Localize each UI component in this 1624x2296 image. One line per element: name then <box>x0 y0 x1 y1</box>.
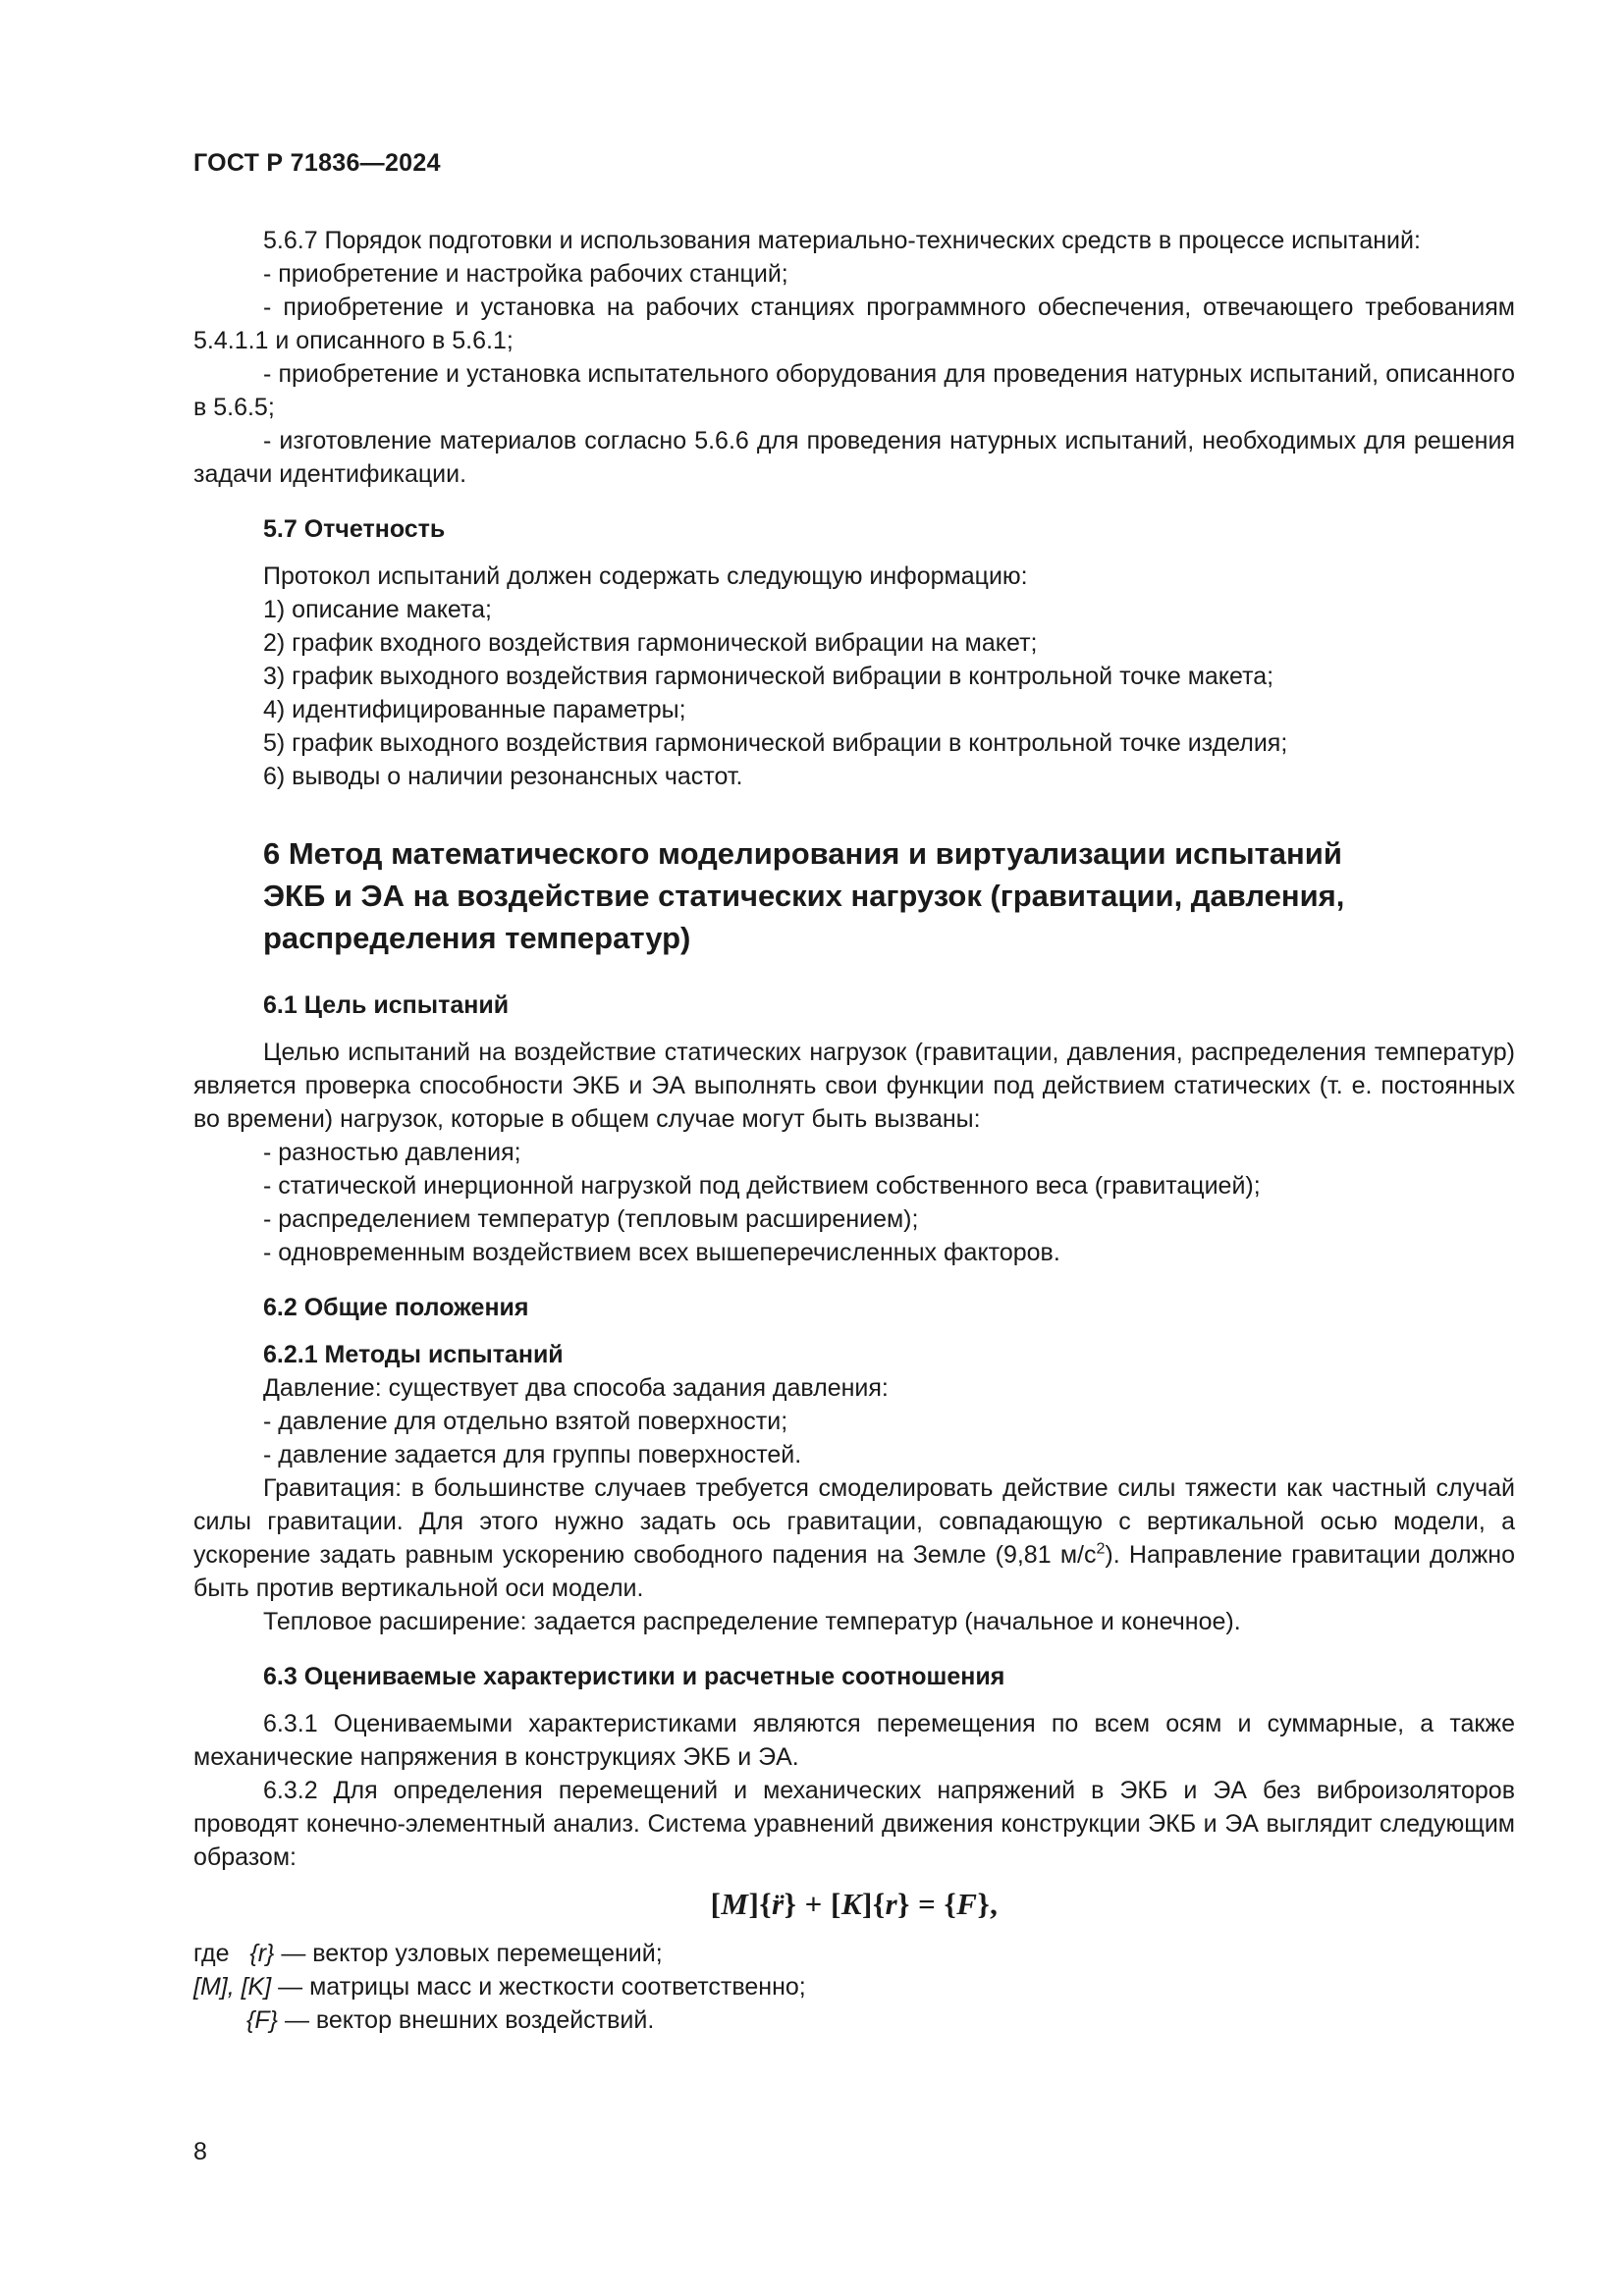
list-item: - приобретение и установка испытательного оборудования для проведения натурных испытаний, описанного в 5.6.5; <box>193 360 1515 421</box>
chapter-heading-line: распределения температур) <box>263 921 691 955</box>
formula-force-symbol: F <box>956 1887 978 1921</box>
gravity-superscript: 2 <box>1096 1540 1106 1558</box>
where-description: — вектор внешних воздействий. <box>284 2006 655 2034</box>
section-heading-6-2: 6.2 Общие положения <box>263 1294 529 1321</box>
list-item: 1) описание макета; <box>263 596 493 623</box>
paragraph-thermal: Тепловое расширение: задается распределение температур (начальное и конечное). <box>263 1608 1241 1635</box>
list-item: - статической инерционной нагрузкой под действием собственного веса (гравитацией); <box>263 1172 1261 1200</box>
chapter-heading-6 <box>193 832 1515 959</box>
section-heading-5-7: 5.7 Отчетность <box>263 515 446 543</box>
list-item: - давление задается для группы поверхностей. <box>263 1441 802 1468</box>
formula-stiffness-symbol: K <box>840 1887 863 1921</box>
where-line <box>193 1970 1515 2003</box>
where-description: — вектор узловых перемещений; <box>281 1940 663 1967</box>
paragraph-5-7-lead: Протокол испытаний должен содержать следующую информацию: <box>263 562 1028 590</box>
chapter-heading-line: 6 Метод математического моделирования и виртуализации испытаний <box>263 836 1342 871</box>
where-symbol: [M], [K] <box>193 1973 272 2001</box>
list-item: - разностью давления; <box>263 1139 521 1166</box>
list-item: 5) график выходного воздействия гармонической вибрации в контрольной точке изделия; <box>263 729 1288 757</box>
where-symbol: {r} <box>249 1940 275 1967</box>
list-item: - распределением температур (тепловым расширением); <box>263 1205 919 1233</box>
document-body <box>193 224 1515 2037</box>
list-item: - давление для отдельно взятой поверхности; <box>263 1408 788 1435</box>
list-item: - изготовление материалов согласно 5.6.6 для проведения натурных испытаний, необходимых для решения задачи идентификации. <box>193 427 1515 488</box>
list-item: 2) график входного воздействия гармонической вибрации на макет; <box>263 629 1038 657</box>
where-label: где <box>193 1940 230 1967</box>
paragraph-gravity <box>193 1471 1515 1605</box>
paragraph-5-6-7: 5.6.7 Порядок подготовки и использования материально-технических средств в процессе испытаний: <box>263 227 1421 254</box>
section-heading-6-3: 6.3 Оцениваемые характеристики и расчетные соотношения <box>263 1663 1005 1690</box>
list-item: - приобретение и установка на рабочих станциях программного обеспечения, отвечающего требованиям 5.4.1.1 и описанного в 5.6.1; <box>193 294 1515 354</box>
list-item: - приобретение и настройка рабочих станций; <box>263 260 788 288</box>
paragraph-pressure: Давление: существует два способа задания давления: <box>263 1374 889 1402</box>
where-description: — матрицы масс и жесткости соответственно; <box>278 1973 806 2001</box>
where-symbol: {F} <box>246 2006 278 2034</box>
list-item: 3) график выходного воздействия гармонической вибрации в контрольной точке макета; <box>263 663 1274 690</box>
subsection-heading-6-2-1: 6.2.1 Методы испытаний <box>263 1341 564 1368</box>
where-line <box>193 1937 1515 1970</box>
gravity-text: Гравитация: в большинстве случаев требуется смоделировать действие силы тяжести как частный случай силы гравитации. Для этого нужно задать ось гравитации, совпадающую с вертикальной осью модели, а ускорение задать равным ускорению свободного падения на Земле (9,81 м/с <box>193 1474 1515 1569</box>
equation-of-motion: [M]{r̈} + [K]{r} = {F}, <box>710 1887 999 1921</box>
formula-acceleration-symbol: r̈ <box>772 1887 785 1921</box>
paragraph-6-3-2: 6.3.2 Для определения перемещений и механических напряжений в ЭКБ и ЭА без виброизоляторов проводят конечно-элементный анализ. Система уравнений движения конструкции ЭКБ и ЭА выглядит следующим образом: <box>193 1777 1515 1871</box>
page-number: 8 <box>193 2138 207 2165</box>
paragraph-6-1: Целью испытаний на воздействие статических нагрузок (гравитации, давления, распределения температур) является проверка способности ЭКБ и ЭА выполнять свои функции под действием статических (т. е. постоянных во времени) нагрузок, которые в общем случае могут быть вызваны: <box>193 1039 1515 1133</box>
list-item: 4) идентифицированные параметры; <box>263 696 686 723</box>
paragraph-6-3-1: 6.3.1 Оцениваемыми характеристиками являются перемещения по всем осям и суммарные, а также механические напряжения в конструкциях ЭКБ и ЭА. <box>193 1710 1515 1771</box>
formula-mass-symbol: M <box>721 1887 749 1921</box>
document-header-title: ГОСТ Р 71836—2024 <box>193 149 441 177</box>
gravity-tail: ). Направление гравитации должно быть против вертикальной оси модели. <box>193 1541 1515 1602</box>
chapter-heading-line: ЭКБ и ЭА на воздействие статических нагрузок (гравитации, давления, <box>263 879 1345 913</box>
list-item: 6) выводы о наличии резонансных частот. <box>263 763 743 790</box>
where-line <box>193 2003 1515 2037</box>
section-heading-6-1: 6.1 Цель испытаний <box>263 991 510 1019</box>
list-item: - одновременным воздействием всех вышеперечисленных факторов. <box>263 1239 1060 1266</box>
formula-displacement-symbol: r <box>885 1887 898 1921</box>
